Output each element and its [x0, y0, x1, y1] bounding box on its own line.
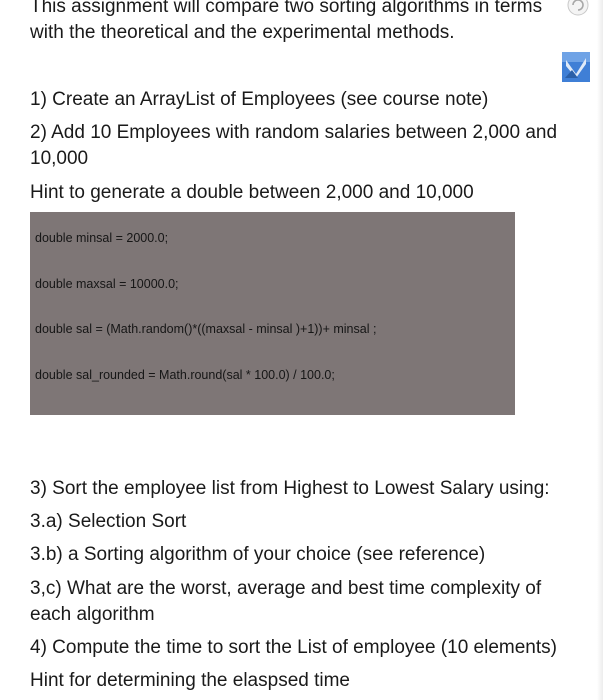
image-thumbnail-icon[interactable] — [562, 52, 590, 82]
intro-line-2: with the theoretical and the experimental methods. — [30, 22, 455, 43]
step-1: 1) Create an ArrayList of Employees (see course note) — [30, 89, 489, 110]
code-line-sal-rounded: double sal_rounded = Math.round(sal * 100.0) / 100.0; — [35, 368, 335, 382]
code-block — [30, 212, 515, 415]
code-line-sal: double sal = (Math.random()*((maxsal - minsal )+1))+ minsal ; — [35, 322, 377, 336]
step-2-line-2: 10,000 — [30, 148, 89, 169]
step-2-line-1: 2) Add 10 Employees with random salaries between 2,000 and — [30, 122, 558, 143]
page-edge-shadow — [597, 0, 603, 700]
step-3c-line-1: 3,c) What are the worst, average and best time complexity of — [30, 578, 542, 599]
step-3a: 3.a) Selection Sort — [30, 511, 187, 532]
refresh-icon[interactable] — [567, 0, 589, 16]
code-line-maxsal: double maxsal = 10000.0; — [35, 277, 179, 291]
step-4: 4) Compute the time to sort the List of employee (10 elements) — [30, 637, 557, 658]
step-3b: 3.b) a Sorting algorithm of your choice (see reference) — [30, 544, 486, 565]
code-line-minsal: double minsal = 2000.0; — [35, 231, 169, 245]
step-3c-line-2: each algorithm — [30, 604, 155, 625]
hint-time: Hint for determining the elaspsed time — [30, 670, 350, 691]
intro-line-1: This assignment will compare two sorting algorithms in terms — [30, 0, 543, 17]
hint-double: Hint to generate a double between 2,000 and 10,000 — [30, 182, 474, 203]
step-3: 3) Sort the employee list from Highest to Lowest Salary using: — [30, 478, 550, 499]
